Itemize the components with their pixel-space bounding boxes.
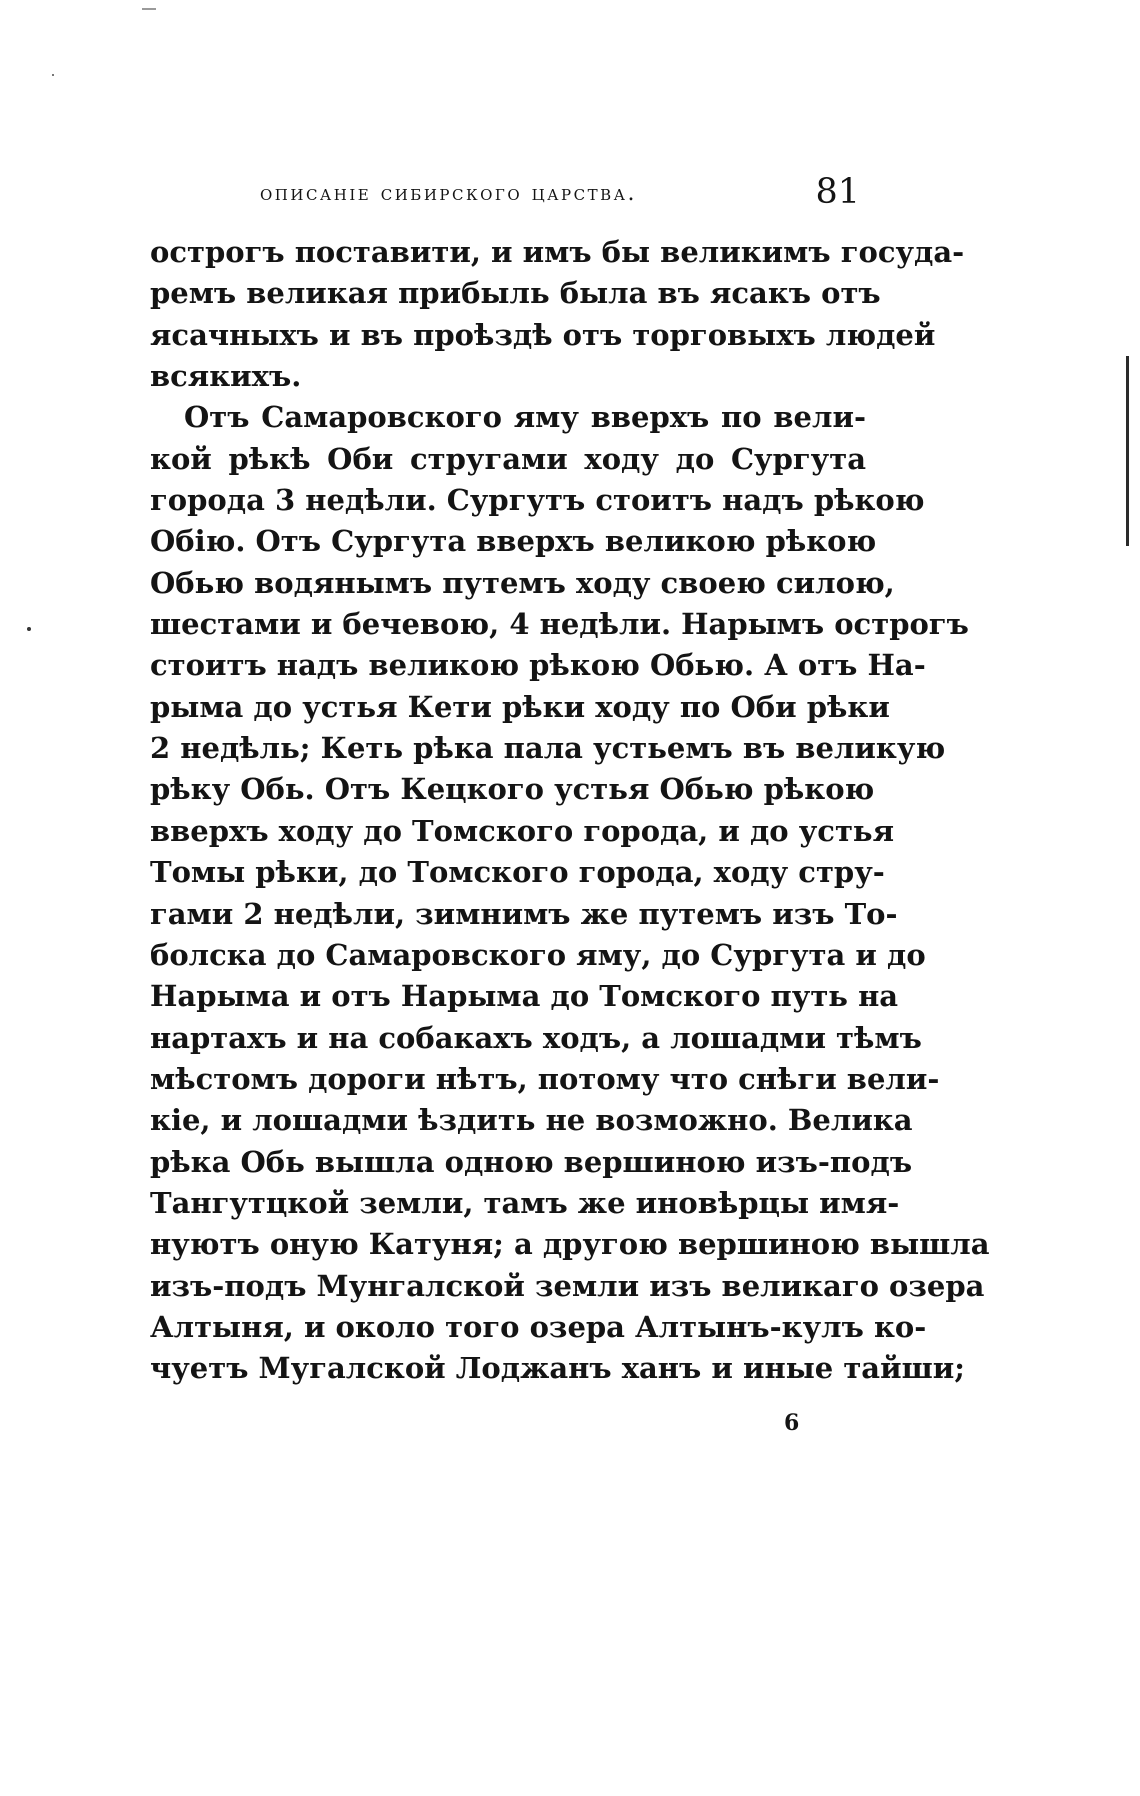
text-line: чуетъ Мугалской Лоджанъ ханъ и иные тайши; bbox=[150, 1351, 965, 1386]
text-line: вверхъ ходу до Томского города, и до устья bbox=[150, 813, 895, 848]
text-line: ремъ великая прибыль была въ ясакъ отъ bbox=[150, 276, 881, 311]
signature-mark: 6 bbox=[784, 1410, 800, 1436]
text-line: рыма до устья Кети рѣки ходу по Оби рѣки bbox=[150, 689, 890, 724]
text-line: Обію. Отъ Сургута вверхъ великою рѣкою bbox=[150, 524, 877, 559]
text-line: Обью водянымъ путемъ ходу своею силою, bbox=[150, 565, 895, 600]
running-title: описаніе сибирского царства. bbox=[260, 181, 637, 206]
text-line: гами 2 недѣли, зимнимъ же путемъ изъ То- bbox=[150, 896, 898, 931]
text-line: мѣстомъ дороги нѣтъ, потому что снѣги вели- bbox=[150, 1061, 940, 1096]
text-line: кіе, и лошадми ѣздить не возможно. Велика bbox=[150, 1103, 913, 1138]
text-line: острогъ поставити, и имъ бы великимъ госуда- bbox=[150, 235, 965, 269]
running-header bbox=[260, 172, 860, 216]
text-line: изъ-подъ Мунгалской земли изъ великаго озера bbox=[150, 1268, 985, 1303]
text-line: города 3 недѣли. Сургутъ стоитъ надъ рѣкою bbox=[150, 483, 925, 518]
paragraph-start-line: Отъ Самаровского яму вверхъ по вели- bbox=[184, 400, 866, 435]
text-line: кой рѣкѣ Оби стругами ходу до Сургута bbox=[150, 441, 866, 476]
scan-artifact-top bbox=[142, 8, 156, 10]
text-line: Тангутцкой земли, тамъ же иновѣрцы имя- bbox=[150, 1185, 900, 1220]
text-line: рѣку Обь. Отъ Кецкого устья Обью рѣкою bbox=[150, 772, 875, 807]
text-line: шестами и бечевою, 4 недѣли. Нарымъ острогъ bbox=[150, 607, 969, 642]
scan-edge-line bbox=[1126, 356, 1129, 546]
text-line: стоитъ надъ великою рѣкою Обью. А отъ На- bbox=[150, 648, 926, 683]
text-line: ясачныхъ и въ проѣздѣ отъ торговыхъ людей bbox=[150, 317, 936, 352]
text-line: всякихъ. bbox=[150, 359, 302, 394]
text-line: нартахъ и на собакахъ ходъ, а лошадми тѣмъ bbox=[150, 1020, 922, 1055]
text-line: болска до Самаровского яму, до Сургута и до bbox=[150, 937, 926, 972]
text-line: нуютъ оную Катуня; а другою вершиною вышла bbox=[150, 1227, 990, 1262]
text-line: Томы рѣки, до Томского города, ходу стру- bbox=[150, 855, 885, 890]
scan-artifact-dot bbox=[52, 74, 54, 76]
scan-artifact-dot-left bbox=[27, 627, 31, 631]
text-line: рѣка Обь вышла одною вершиною изъ-подъ bbox=[150, 1144, 913, 1179]
page-number: 81 bbox=[815, 172, 860, 212]
body-text bbox=[150, 232, 990, 1390]
text-line: Алтыня, и около того озера Алтынъ-кулъ ко- bbox=[150, 1309, 927, 1344]
text-line: Нарыма и отъ Нарыма до Томского путь на bbox=[150, 979, 899, 1014]
text-line: 2 недѣль; Кеть рѣка пала устьемъ въ великую bbox=[150, 731, 946, 766]
